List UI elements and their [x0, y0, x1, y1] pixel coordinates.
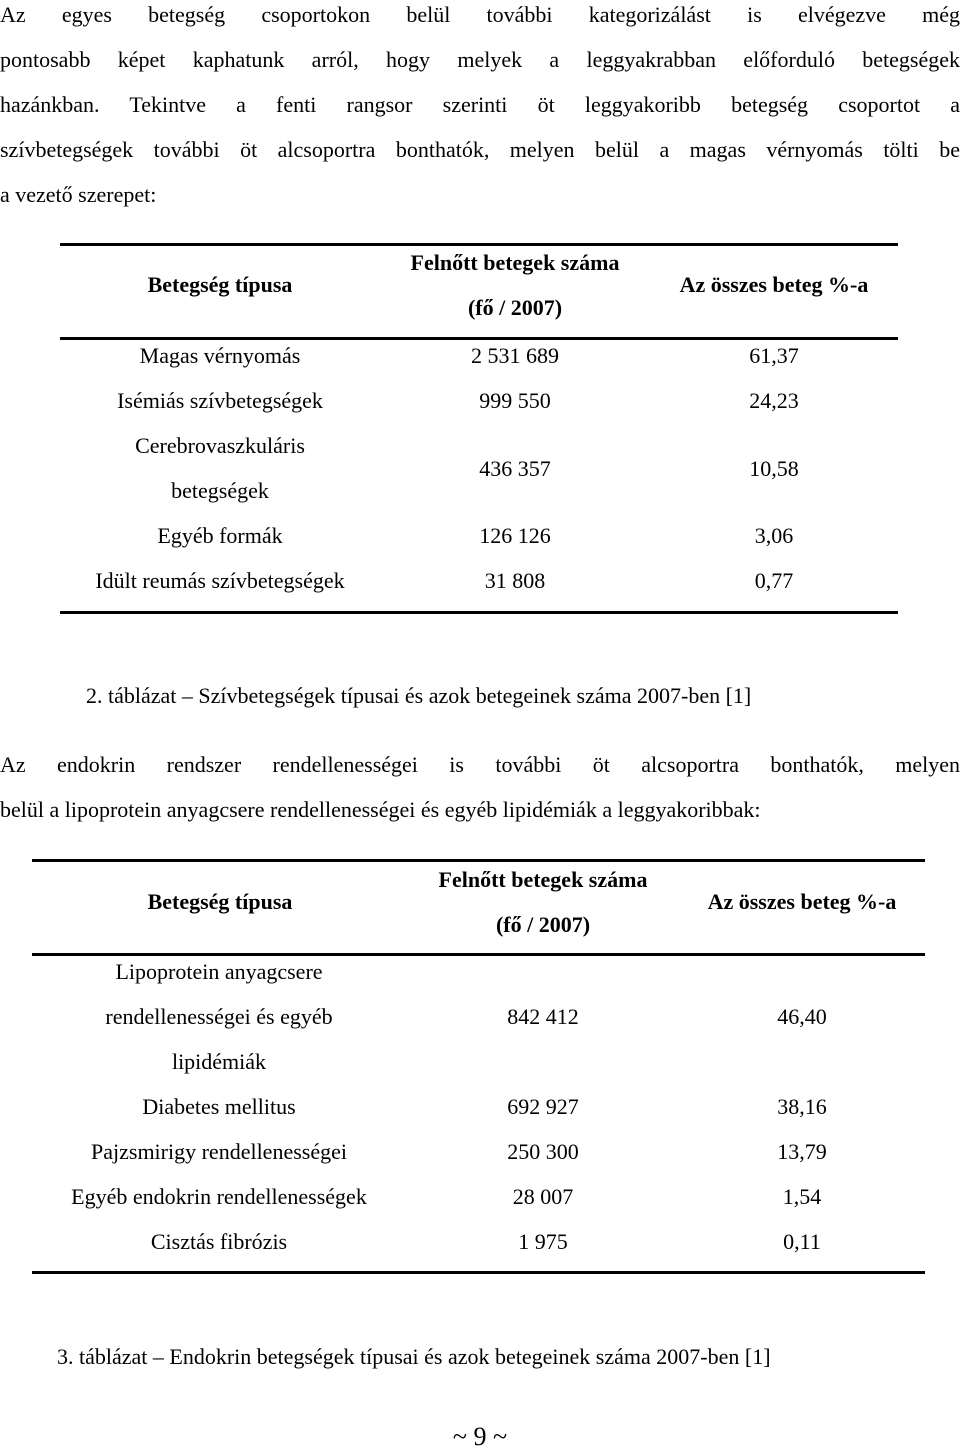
row-disease-name: Isémiás szívbetegségek [117, 388, 323, 413]
header-adult-patients: Felnőtt betegek száma [438, 867, 648, 892]
paragraph-line: pontosabb képet kaphatunk arról, hogy melyek a leggyakrabban előforduló betegségek [0, 47, 960, 72]
row-percent: 1,54 [782, 1184, 822, 1209]
row-count: 692 927 [507, 1094, 579, 1119]
header-adult-patients-unit: (fő / 2007) [495, 912, 591, 937]
row-disease-name: Lipoprotein anyagcsere [115, 959, 323, 984]
table-caption: 3. táblázat – Endokrin betegségek típusai és azok betegeinek száma 2007-ben [1] [57, 1344, 771, 1369]
row-disease-name: Magas vérnyomás [139, 343, 301, 368]
row-disease-name: betegségek [171, 478, 269, 503]
row-count: 126 126 [479, 523, 551, 548]
row-percent: 38,16 [777, 1094, 827, 1119]
paragraph-line: szívbetegségek további öt alcsoportra bonthatók, melyen belül a magas vérnyomás tölti be [0, 137, 960, 162]
table-header-rule [60, 337, 898, 340]
row-count: 2 531 689 [471, 343, 559, 368]
row-disease-name: rendellenességei és egyéb [105, 1004, 333, 1029]
row-percent: 46,40 [777, 1004, 827, 1029]
row-percent: 13,79 [777, 1139, 827, 1164]
table-bottom-rule [32, 1271, 925, 1274]
row-count: 1 975 [518, 1229, 568, 1254]
table-caption: 2. táblázat – Szívbetegségek típusai és azok betegeinek száma 2007-ben [1] [86, 683, 752, 708]
row-disease-name: lipidémiák [171, 1049, 267, 1074]
row-count: 31 808 [484, 568, 546, 593]
row-percent: 3,06 [754, 523, 794, 548]
paragraph-line: a vezető szerepet: [0, 182, 157, 207]
paragraph-line: belül a lipoprotein anyagcsere rendellenességei és egyéb lipidémiák a leggyakoribbak: [0, 797, 761, 822]
row-percent: 0,11 [783, 1229, 821, 1254]
header-percent: Az összes beteg %-a [679, 272, 869, 297]
paragraph-line: hazánkban. Tekintve a fenti rangsor szerinti öt leggyakoribb betegség csoportot a [0, 92, 960, 117]
paragraph-line: Az egyes betegség csoportokon belül további kategorizálást is elvégezve még [0, 2, 960, 27]
row-count: 842 412 [507, 1004, 579, 1029]
header-percent: Az összes beteg %-a [707, 889, 897, 914]
row-count: 250 300 [507, 1139, 579, 1164]
row-percent: 0,77 [754, 568, 794, 593]
row-count: 436 357 [479, 456, 551, 481]
header-disease-type: Betegség típusa [147, 889, 293, 914]
row-disease-name: Diabetes mellitus [142, 1094, 296, 1119]
header-disease-type: Betegség típusa [147, 272, 293, 297]
table-top-rule [60, 243, 898, 246]
row-percent: 24,23 [749, 388, 799, 413]
page-number: ~ 9 ~ [452, 1422, 508, 1451]
row-percent: 61,37 [749, 343, 799, 368]
row-count: 28 007 [512, 1184, 574, 1209]
table-top-rule [32, 859, 925, 862]
row-disease-name: Egyéb endokrin rendellenességek [71, 1184, 367, 1209]
table-header-rule [32, 953, 925, 956]
row-disease-name: Cisztás fibrózis [150, 1229, 288, 1254]
row-disease-name: Cerebrovaszkuláris [135, 433, 305, 458]
header-adult-patients-unit: (fő / 2007) [467, 295, 563, 320]
paragraph-line: Az endokrin rendszer rendellenességei is további öt alcsoportra bonthatók, melyen [0, 752, 960, 777]
row-disease-name: Idült reumás szívbetegségek [95, 568, 345, 593]
table-bottom-rule [60, 611, 898, 614]
header-adult-patients: Felnőtt betegek száma [410, 250, 620, 275]
row-count: 999 550 [479, 388, 551, 413]
row-disease-name: Egyéb formák [157, 523, 283, 548]
row-percent: 10,58 [749, 456, 799, 481]
row-disease-name: Pajzsmirigy rendellenességei [91, 1139, 347, 1164]
